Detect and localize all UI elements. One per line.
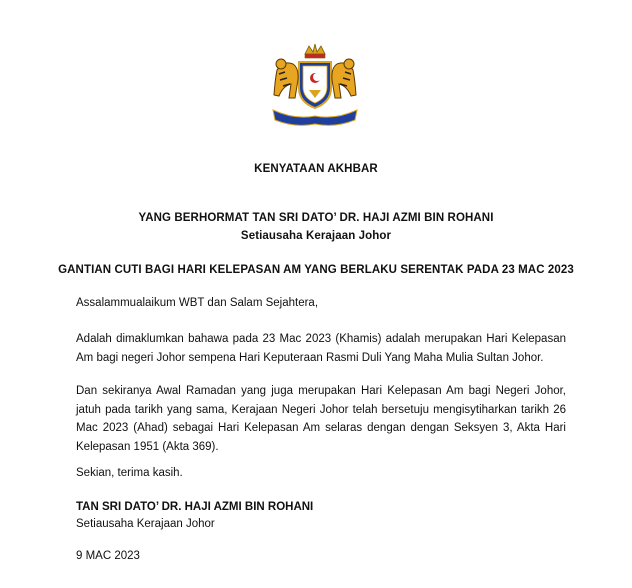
paragraph-1: Adalah dimaklumkan bahawa pada 23 Mac 2023 (Khamis) adalah merupakan Hari Kelepasan Am bagi negeri Johor sempena Hari Keputeraan Rasmi Duli Yang Maha Mulia Sultan Johor. <box>76 333 566 364</box>
johor-state-crest-icon <box>265 40 365 130</box>
signatory-name: TAN SRI DATO’ DR. HAJI AZMI BIN ROHANI <box>76 501 314 513</box>
document-subject: GANTIAN CUTI BAGI HARI KELEPASAN AM YANG BERLAKU SERENTAK PADA 23 MAC 2023 <box>58 264 574 276</box>
closing-remark: Sekian, terima kasih. <box>76 467 183 479</box>
official-name: YANG BERHORMAT TAN SRI DATO’ DR. HAJI AZMI BIN ROHANI <box>138 212 494 224</box>
official-title: Setiausaha Kerajaan Johor <box>240 230 392 242</box>
document-heading: KENYATAAN AKHBAR <box>254 163 378 175</box>
greeting: Assalammualaikum WBT dan Salam Sejahtera, <box>76 297 319 309</box>
paragraph-2: Dan sekiranya Awal Ramadan yang juga merupakan Hari Kelepasan Am bagi Negeri Johor, jatuh pada tarikh yang sama, Kerajaan Negeri Johor telah bersetuju mengisytiharkan tarikh 26 Mac 2023 (Ahad) sebagai Hari Kelepasan Am selaras dengan dengan Seksyen 3, Akta Hari Kelepasan 1951 (Akta 369). <box>76 385 566 453</box>
signatory-title: Setiausaha Kerajaan Johor <box>76 518 215 530</box>
document-date: 9 MAC 2023 <box>76 550 140 562</box>
